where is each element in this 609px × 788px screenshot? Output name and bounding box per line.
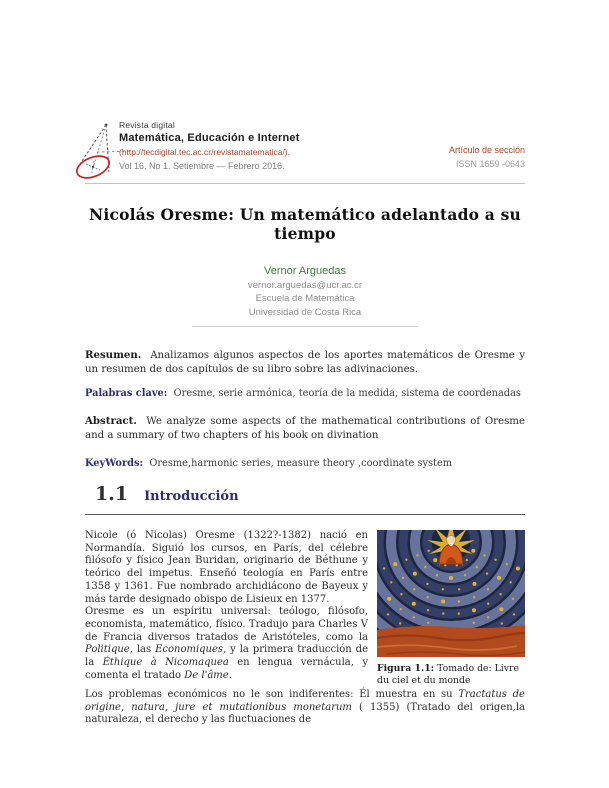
issn-label: ISSN 1659 -0643: [455, 159, 525, 169]
author-divider: [192, 326, 418, 327]
figure-caption-label: Figura 1.1:: [377, 663, 435, 674]
journal-url-link[interactable]: (http://tecdigital.tec.ac.cr/revistamatematica/).: [119, 147, 291, 157]
figure-image: [377, 530, 525, 657]
journal-identity: [119, 120, 300, 171]
journal-name: Matemática, Educación e Internet: [119, 132, 300, 144]
keywords-spanish: [85, 388, 525, 399]
author-affiliation-university: Universidad de Costa Rica: [248, 306, 362, 318]
abstract-spanish: [85, 349, 525, 376]
paper-title: Nicolás Oresme: Un matemático adelantado a su tiempo: [89, 205, 521, 243]
journal-header: [85, 118, 525, 184]
abstract-spanish-text: Analizamos algunos aspectos de los aportes matemáticos de Oresme y un resumen de dos capítulos de su libro sobre las adivinaciones.: [85, 350, 525, 375]
author-affiliation-school: Escuela de Matemática: [255, 293, 355, 304]
section-heading: [85, 483, 525, 505]
journal-kicker: Revista digital: [119, 120, 175, 130]
abstract-english: [85, 415, 525, 442]
figure-caption: [377, 663, 525, 686]
body-paragraph-2: Oresme es un espíritu universal: teólogo, filósofo, economista, matemático, físico. Tradujo para Charles V de Francia diversos tratados de Aristóteles, como la Politique, las Economiques, y la primera traducción de la Éthique à Nicomaquea en lengua vernácula, y comenta el tratado De l'âme.: [85, 606, 368, 681]
body-paragraph-1: Nicole (ó Nicolas) Oresme (1322?-1382) nació en Normandía. Siguió los cursos, en París, del célebre filósofo y físico Jean Buridan, originario de Béthune y teórico del impetus. Enseñó teología en París entre 1358 y 1361. Fue nombrado archidiácono de Bayeux y más tarde designado obispo de Lisieux en 1377.: [85, 530, 368, 605]
abstract-english-label: Abstract.: [85, 415, 137, 427]
figure-1-1: [377, 530, 525, 686]
author-email[interactable]: vernor.arguedas@ucr.ac.cr: [247, 279, 363, 291]
section-divider: [85, 514, 525, 515]
article-type-label: Artículo de sección: [448, 145, 525, 155]
keywords-english-label: KeyWords:: [85, 458, 144, 469]
body-paragraph-3: Los problemas económicos no le son indiferentes: Él muestra en su Tractatus de origine, natura, jure et mutationibus monetarum ( 1355) (Tratado del origen,la naturaleza, el derecho y las fluctuaciones de: [85, 689, 525, 726]
abstract-spanish-label: Resumen.: [85, 349, 142, 361]
body-text-column: [85, 530, 368, 686]
abstract-english-text: We analyze some aspects of the mathematical contributions of Oresme and a summary of two chapters of his book on divination: [85, 416, 525, 441]
keywords-english-text: Oresme,harmonic series, measure theory ,coordinate system: [149, 458, 453, 469]
keywords-spanish-text: Oresme, serie armónica, teoría de la medida, sistema de coordenadas: [173, 388, 521, 399]
header-divider: [85, 183, 525, 184]
author-name: Vernor Arguedas: [264, 265, 346, 277]
keywords-english: [85, 458, 525, 469]
figure-caption-text: Tomado de: Livre du ciel et du monde: [377, 663, 519, 686]
author-block: [85, 265, 525, 327]
journal-volume-line: Vol 16, No 1. Setiembre — Febrero 2016.: [119, 161, 285, 171]
section-title: Introducción: [144, 489, 239, 504]
section-number: 1.1: [95, 483, 129, 505]
keywords-spanish-label: Palabras clave:: [85, 388, 168, 399]
